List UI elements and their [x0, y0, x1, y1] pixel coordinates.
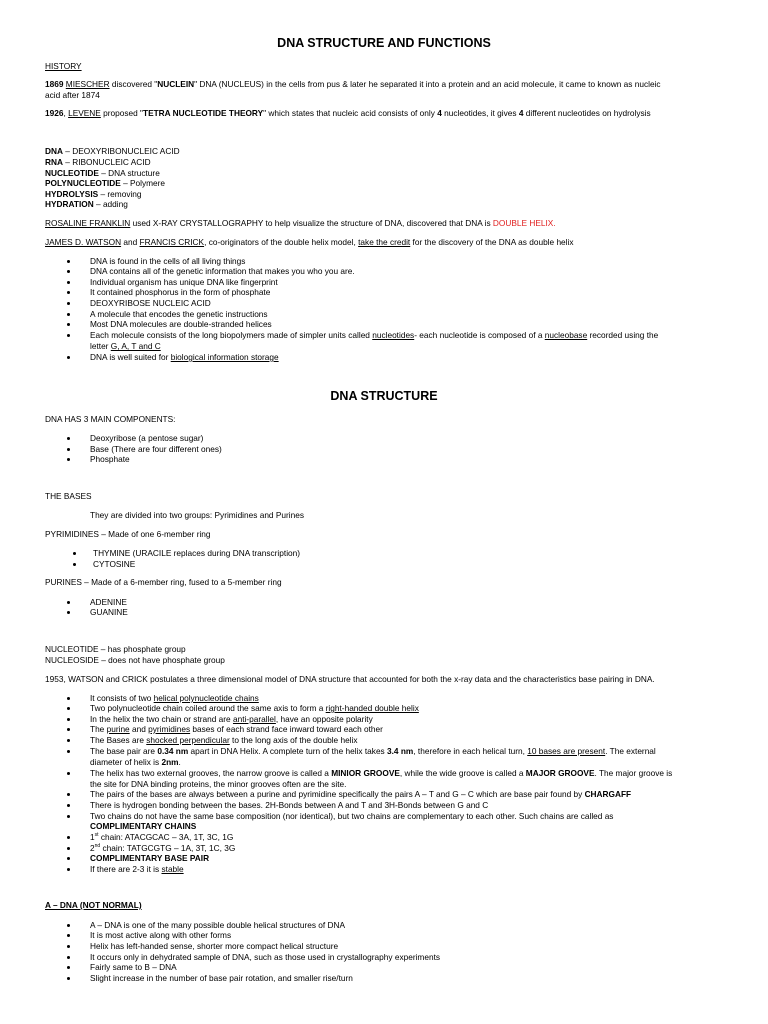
- bullet: [67, 977, 70, 980]
- bullet: [67, 750, 70, 753]
- bullet: [67, 924, 70, 927]
- text: used X-RAY CRYSTALLOGRAPHY to help visualize the structure of DNA, discovered that DNA is: [130, 218, 493, 228]
- text: to the long axis of the double helix: [229, 735, 358, 745]
- list-item: Base (There are four different ones): [90, 444, 222, 454]
- bullet: [67, 804, 70, 807]
- text: . The external: [605, 746, 656, 756]
- text: for the discovery of the DNA as double helix: [410, 237, 574, 247]
- list-item: [90, 724, 383, 734]
- list-item: [90, 352, 279, 362]
- list-item: [90, 789, 631, 799]
- definition: – Polymere: [120, 178, 166, 188]
- text: . The major groove is: [594, 768, 673, 778]
- bullet: [67, 772, 70, 775]
- text: 1: [90, 832, 95, 842]
- list-item: DEOXYRIBOSE NUCLEIC ACID: [90, 298, 211, 308]
- definition: – removing: [98, 189, 142, 199]
- bases-intro: They are divided into two groups: Pyrimidines and Purines: [90, 510, 304, 520]
- history-heading: HISTORY: [45, 61, 82, 71]
- bullet: [67, 697, 70, 700]
- scientist-name: FRANCIS CRICK: [139, 237, 205, 247]
- page-title: DNA STRUCTURE AND FUNCTIONS: [277, 36, 491, 50]
- text: , co-originators of the double helix model,: [204, 237, 359, 247]
- bold-value: 0.34 nm: [157, 746, 189, 756]
- watson-crick-paragraph: 1953, WATSON and CRICK postulates a three dimensional model of DNA structure that accounted for both the x-ray data and the characteristics base pairing in DNA.: [45, 674, 655, 684]
- text: and: [129, 724, 149, 734]
- year: 1926: [45, 108, 64, 118]
- nucleoside-def: NUCLEOSIDE – does not have phosphate group: [45, 655, 225, 665]
- nucleotide-def: NUCLEOTIDE – has phosphate group: [45, 644, 186, 654]
- underlined-text: nucleotides: [372, 330, 415, 340]
- bullet: [67, 836, 70, 839]
- term: TETRA NUCLEOTIDE THEORY: [143, 108, 264, 118]
- text: discovered ": [109, 79, 158, 89]
- list-item: Fairly same to B – DNA: [90, 962, 177, 972]
- text: diameter of helix is: [90, 757, 162, 767]
- list-item: [90, 832, 233, 842]
- list-item-continuation: COMPLIMENTARY CHAINS: [90, 821, 197, 831]
- bullet: [67, 847, 70, 850]
- bullet: [67, 281, 70, 284]
- term: POLYNUCLEOTIDE: [45, 178, 121, 188]
- text: The: [90, 724, 107, 734]
- bullet: [73, 563, 76, 566]
- definition: – DEOXYRIBONUCLEIC ACID: [62, 146, 180, 156]
- list-item-continuation: [90, 757, 181, 767]
- bold-value: MAJOR GROOVE: [525, 768, 595, 778]
- bullet: [67, 270, 70, 273]
- list-item: [90, 768, 672, 778]
- franklin-paragraph: [45, 218, 556, 228]
- glossary-item: [45, 157, 151, 167]
- text: " DNA (NUCLEUS) in the cells from pus & later he separated it into a protein and an acid molecule, it came to known as nucleic: [194, 79, 661, 89]
- underlined-text: purine: [106, 724, 130, 734]
- bullet: [67, 302, 70, 305]
- text: bases of each strand face inward toward each other: [190, 724, 383, 734]
- underlined-text: helical polynucleotide chains: [153, 693, 259, 703]
- text: 2: [90, 843, 95, 853]
- list-item: GUANINE: [90, 607, 128, 617]
- list-item: [90, 714, 373, 724]
- list-item: [90, 864, 184, 874]
- underlined-text: 10 bases are present: [527, 746, 606, 756]
- underlined-text: take the credit: [358, 237, 411, 247]
- number: 4: [437, 108, 442, 118]
- list-item: There is hydrogen bonding between the bases. 2H-Bonds between A and T and 3H-Bonds between G and C: [90, 800, 489, 810]
- text: , therefore in each helical turn,: [413, 746, 528, 756]
- bullet: [67, 934, 70, 937]
- bullet: [73, 552, 76, 555]
- list-item: Deoxyribose (a pentose sugar): [90, 433, 204, 443]
- text: chain: ATACGCAC – 3A, 1T, 3C, 1G: [98, 832, 234, 842]
- bullet: [67, 956, 70, 959]
- text: It consists of two: [90, 693, 154, 703]
- scientist-name: LEVENE: [68, 108, 101, 118]
- text: letter: [90, 341, 111, 351]
- purines-heading: PURINES – Made of a 6-member ring, fused to a 5-member ring: [45, 577, 282, 587]
- highlight: DOUBLE HELIX.: [492, 218, 556, 228]
- bullet: [67, 334, 70, 337]
- components-intro: DNA HAS 3 MAIN COMPONENTS:: [45, 414, 176, 424]
- text: Each molecule consists of the long biopolymers made of simpler units called: [90, 330, 373, 340]
- list-item-continuation: the site for DNA binding proteins, the minor grooves often are the site.: [90, 779, 347, 789]
- list-item-continuation: [90, 341, 161, 351]
- list-item: Phosphate: [90, 454, 130, 464]
- text: and: [121, 237, 140, 247]
- text: The helix has two external grooves, the narrow groove is called a: [90, 768, 332, 778]
- list-item: [90, 693, 259, 703]
- bold-value: 3.4 nm: [387, 746, 414, 756]
- bullet: [67, 356, 70, 359]
- term: HYDRATION: [45, 199, 94, 209]
- bullet: [67, 728, 70, 731]
- bold-value: 2nm: [161, 757, 179, 767]
- list-item: A molecule that encodes the genetic instructions: [90, 309, 268, 319]
- bullet: [67, 857, 70, 860]
- year: 1869: [45, 79, 64, 89]
- glossary-item: [45, 168, 160, 178]
- list-item: [90, 330, 658, 340]
- bullet: [67, 966, 70, 969]
- list-item: It is most active along with other forms: [90, 930, 232, 940]
- text: ,: [63, 108, 69, 118]
- history-p2: [45, 108, 651, 118]
- superscript: st: [94, 832, 99, 839]
- superscript: nd: [94, 843, 101, 850]
- bullet: [67, 291, 70, 294]
- bullet: [67, 448, 70, 451]
- bullet: [67, 313, 70, 316]
- section-heading: DNA STRUCTURE: [330, 389, 438, 403]
- bullet: [67, 945, 70, 948]
- list-item: DNA is found in the cells of all living things: [90, 256, 246, 266]
- pyrimidines-heading: PYRIMIDINES – Made of one 6-member ring: [45, 529, 211, 539]
- text: DNA is well suited for: [90, 352, 171, 362]
- text: different nucleotides on hydrolysis: [523, 108, 651, 118]
- adna-heading: A – DNA (NOT NORMAL): [45, 900, 142, 910]
- underlined-text: stable: [161, 864, 184, 874]
- term: HYDROLYSIS: [45, 189, 99, 199]
- bullet: [67, 707, 70, 710]
- list-item: It contained phosphorus in the form of phosphate: [90, 287, 271, 297]
- bullet: [67, 739, 70, 742]
- bullet: [67, 323, 70, 326]
- glossary-item: [45, 199, 128, 209]
- bold-value: MINIOR GROOVE: [331, 768, 400, 778]
- underlined-text: nucleobase: [544, 330, 588, 340]
- bullet: [67, 437, 70, 440]
- list-item: Individual organism has unique DNA like fingerprint: [90, 277, 278, 287]
- term: RNA: [45, 157, 63, 167]
- glossary-item: [45, 146, 180, 156]
- underlined-text: G, A, T and C: [110, 341, 161, 351]
- definition: – DNA structure: [98, 168, 160, 178]
- scientist-name: JAMES D. WATSON: [45, 237, 122, 247]
- text: If there are 2-3 it is: [90, 864, 162, 874]
- list-item: [90, 703, 419, 713]
- glossary-item: [45, 178, 165, 188]
- bullet: [67, 611, 70, 614]
- scientist-name: MIESCHER: [65, 79, 110, 89]
- bullet: [67, 815, 70, 818]
- term: DNA: [45, 146, 63, 156]
- term: NUCLEIN: [157, 79, 195, 89]
- list-item: CYTOSINE: [93, 559, 136, 569]
- text: , have an opposite polarity: [275, 714, 373, 724]
- list-item: Two chains do not have the same base composition (nor identical), but two chains are complementary to each other. Such chains are called as: [90, 811, 614, 821]
- text: apart in DNA Helix. A complete turn of the helix takes: [188, 746, 388, 756]
- list-item: [90, 843, 235, 853]
- underlined-text: pyrimidines: [148, 724, 191, 734]
- bullet: [67, 601, 70, 604]
- underlined-text: anti-parallel: [232, 714, 276, 724]
- scientist-name: ROSALINE FRANKLIN: [45, 218, 131, 228]
- list-item: Helix has left-handed sense, shorter more compact helical structure: [90, 941, 339, 951]
- text: The Bases are: [90, 735, 147, 745]
- text: The pairs of the bases are always between a purine and pyrimidine specifically the pairs A – T and G – C which are base pair found by: [90, 789, 585, 799]
- text: Two polynucleotide chain coiled around the same axis to form a: [90, 703, 326, 713]
- list-item: A – DNA is one of the many possible double helical structures of DNA: [90, 920, 346, 930]
- bases-heading: THE BASES: [45, 491, 92, 501]
- underlined-text: shocked perpendicular: [146, 735, 230, 745]
- history-p1: [45, 79, 661, 89]
- text: - each nucleotide is composed of a: [414, 330, 545, 340]
- definition: – adding: [93, 199, 128, 209]
- glossary-item: [45, 189, 142, 199]
- list-item: COMPLIMENTARY BASE PAIR: [90, 853, 210, 863]
- text: nucleotides, it gives: [441, 108, 519, 118]
- list-item: DNA contains all of the genetic information that makes you who you are.: [90, 266, 355, 276]
- list-item: ADENINE: [90, 597, 127, 607]
- bullet: [67, 868, 70, 871]
- text: , while the wide groove is called a: [399, 768, 526, 778]
- bullet: [67, 793, 70, 796]
- text: In the helix the two chain or strand are: [90, 714, 233, 724]
- bold-value: CHARGAFF: [584, 789, 632, 799]
- bullet: [67, 458, 70, 461]
- text: chain: TATGCGTG – 1A, 3T, 1C, 3G: [100, 843, 236, 853]
- text: The base pair are: [90, 746, 158, 756]
- bullet: [67, 718, 70, 721]
- text: .: [178, 757, 181, 767]
- list-item: It occurs only in dehydrated sample of DNA, such as those used in crystallography experiments: [90, 952, 441, 962]
- watson-paragraph: [45, 237, 574, 247]
- list-item: THYMINE (URACILE replaces during DNA transcription): [93, 548, 301, 558]
- list-item: Slight increase in the number of base pair rotation, and smaller rise/turn: [90, 973, 353, 983]
- list-item: [90, 746, 656, 756]
- history-p1-line2: acid after 1874: [45, 90, 100, 100]
- underlined-text: right-handed double helix: [325, 703, 419, 713]
- text: " which states that nucleic acid consists of only: [263, 108, 438, 118]
- list-item: Most DNA molecules are double-stranded helices: [90, 319, 272, 329]
- bullet: [67, 260, 70, 263]
- definition: – RIBONUCLEIC ACID: [62, 157, 151, 167]
- number: 4: [518, 108, 524, 118]
- list-item: [90, 735, 358, 745]
- term: NUCLEOTIDE: [45, 168, 99, 178]
- text: proposed ": [100, 108, 143, 118]
- text: recorded using the: [587, 330, 659, 340]
- underlined-text: biological information storage: [170, 352, 279, 362]
